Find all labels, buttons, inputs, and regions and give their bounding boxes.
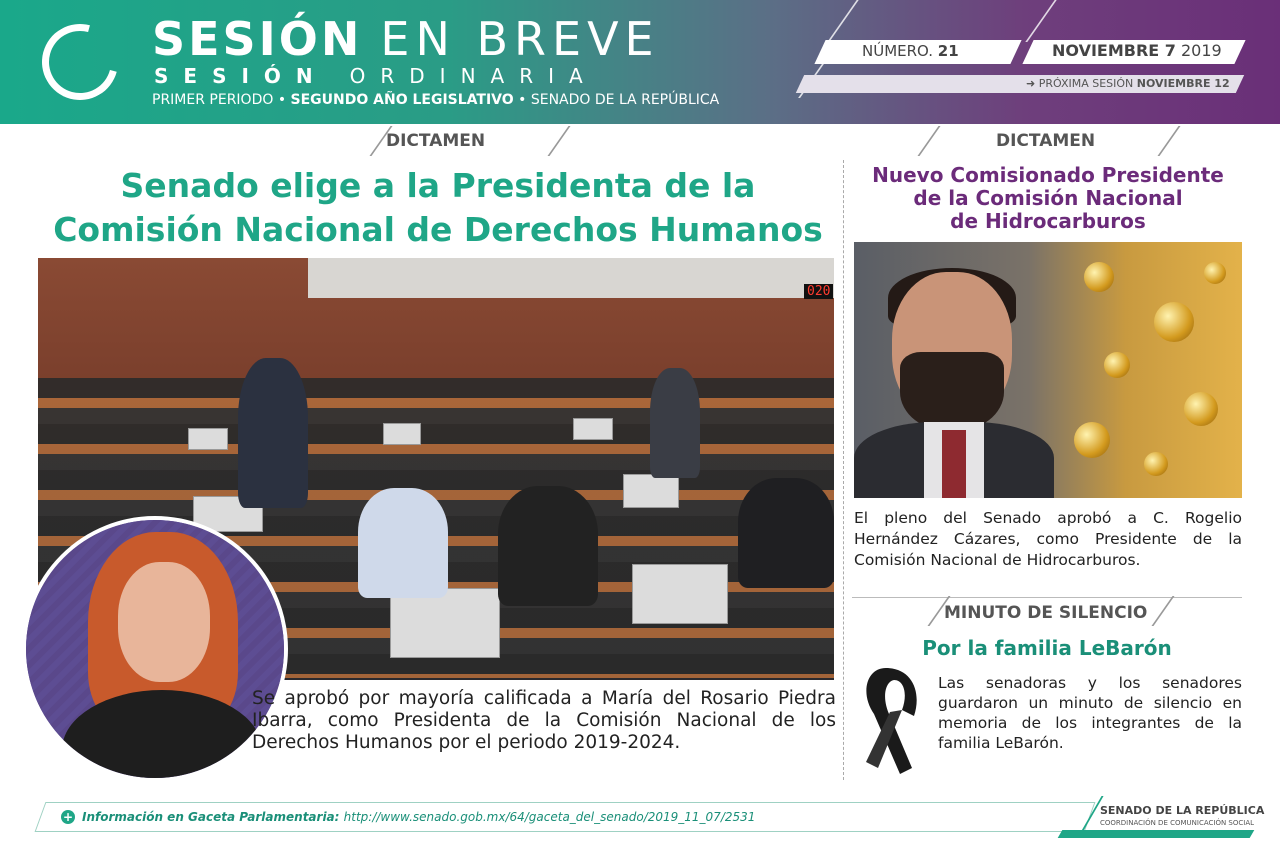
left-headline [40,164,836,252]
footer-org: SENADO DE LA REPÚBLICA [1100,804,1265,817]
year-text: SEGUNDO AÑO LEGISLATIVO [290,92,514,108]
left-headline-line-2: Comisión Nacional de Derechos Humanos [53,210,823,249]
molecule-node [1074,422,1110,458]
header-title [152,12,660,66]
molecule-node [1104,352,1130,378]
plus-icon: + [62,810,74,824]
gaceta-info [82,810,755,824]
section-slash [1157,126,1180,156]
issue-number-label: NÚMERO. [862,42,938,60]
laptop [390,588,500,658]
header-sub-bold: SESIÓN [154,64,328,88]
section-slash [1151,596,1174,626]
footer-org-sub: COORDINACIÓN DE COMUNICACIÓN SOCIAL [1100,819,1255,827]
molecule-node [1084,262,1114,292]
left-section-label: DICTAMEN [386,131,486,151]
person [498,486,598,606]
issue-number [862,42,959,60]
header-subtitle [154,64,598,88]
laptop [623,474,679,508]
next-session-date: NOVIEMBRE 12 [1136,77,1230,90]
laptop [632,564,728,624]
person [238,358,308,508]
footer-accent-bar [1058,830,1255,838]
silence-title: Por la familia LeBarón [922,636,1172,660]
header-sub-light: ORDINARIA [349,64,598,88]
laptop [383,423,421,445]
logo-ring-icon [28,10,132,114]
senate-text: • SENADO DE LA REPÚBLICA [513,92,720,108]
next-session [1026,77,1230,90]
commissioner-beard [900,352,1004,432]
person [738,478,834,588]
molecule-node [1204,262,1226,284]
right-headline-line-2: de la Comisión Nacional [913,186,1183,210]
header-title-bold: SESIÓN [152,12,363,66]
mourning-ribbon-icon [856,664,936,779]
molecule-node [1184,392,1218,426]
laptop [188,428,228,450]
right-divider [852,597,1242,598]
deco-slash [1025,0,1056,42]
header-title-light: EN BREVE [380,12,660,66]
right-headline-line-1: Nuevo Comisionado Presidente [872,163,1224,187]
commissioner-photo [854,242,1242,498]
person [650,368,700,478]
issue-number-value: 21 [937,42,959,60]
portrait-face [118,562,210,682]
session-date [1052,41,1222,60]
molecule-node [1144,452,1168,476]
right-headline-line-3: de Hidrocarburos [950,209,1146,233]
column-divider [843,160,844,780]
session-date-year: 2019 [1175,41,1222,60]
silence-body-text: Las senadoras y los senadores guardaron un minuto de silencio en memoria de los integrantes de la familia LeBarón. [938,674,1242,752]
laptop [573,418,613,440]
right-body-text: El pleno del Senado aprobó a C. Rogelio Hernández Cázares, como Presidente de la Comisión Nacional de Hidrocarburos. [854,509,1242,569]
commissioner-tie [942,430,966,498]
right-section-label: DICTAMEN [996,131,1096,151]
silence-section-label: MINUTO DE SILENCIO [944,603,1148,623]
ceiling [308,258,834,298]
header-banner [0,0,1280,124]
gaceta-label: Información en Gaceta Parlamentaria: [82,810,344,824]
left-body-text: Se aprobó por mayoría calificada a María del Rosario Piedra Ibarra, como Presidenta de la Comisión Nacional de los Derechos Humanos por el periodo 2019-2024. [252,688,836,753]
section-slash [917,126,940,156]
gaceta-link[interactable]: http://www.senado.gob.mx/64/gaceta_del_senado/2019_11_07/2531 [343,810,756,824]
period-text: PRIMER PERIODO • [152,92,291,108]
person [358,488,448,598]
deco-slash [827,0,858,42]
left-headline-line-1: Senado elige a la Presidenta de la [120,166,756,205]
header-period-line [152,92,719,108]
session-date-day: NOVIEMBRE 7 [1052,41,1176,60]
next-session-label: ➜ PRÓXIMA SESIÓN [1026,77,1137,90]
chamber-counter: 020 [804,284,833,299]
right-headline [848,164,1248,233]
cndh-president-portrait [22,516,288,782]
section-slash [547,126,570,156]
molecule-node [1154,302,1194,342]
